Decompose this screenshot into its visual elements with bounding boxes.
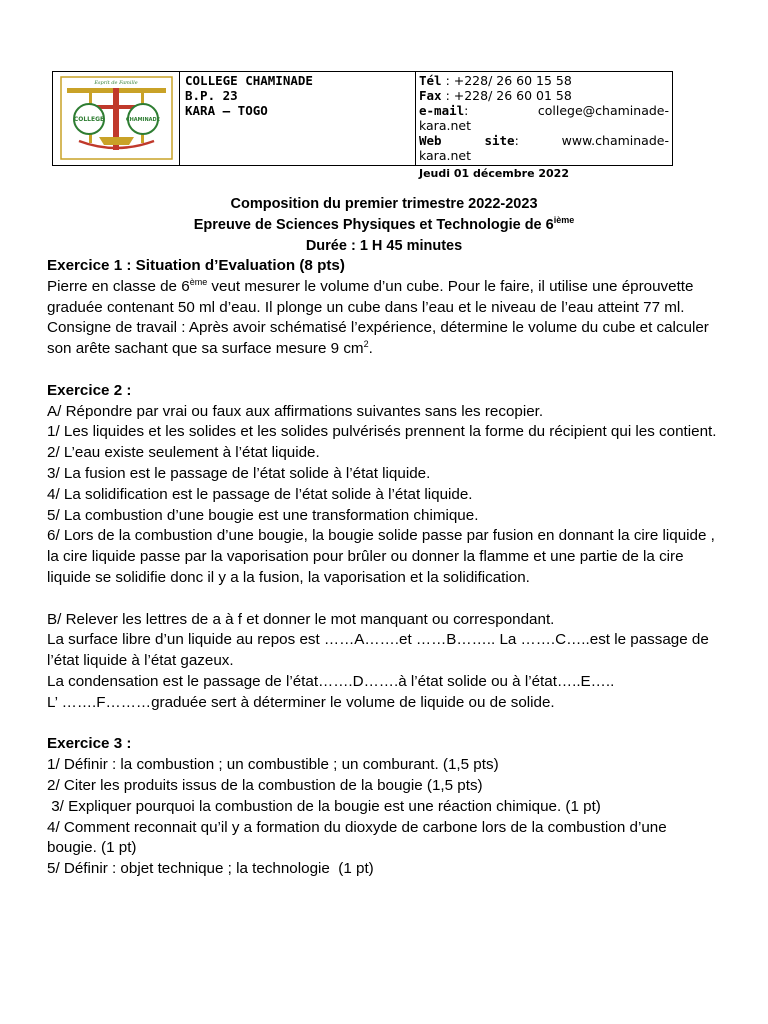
exercise-3-item: 2/ Citer les produits issus de la combustion de la bougie (1,5 pts)	[47, 776, 483, 794]
logo-left-text: COLLEGE	[73, 116, 105, 123]
exercise-2-part-b-line: L’ …….F………graduée sert à déterminer le volume de liquide ou de solide.	[47, 693, 555, 711]
tel-value: : +228/ 26 60 15 58	[445, 73, 572, 88]
title-line-3: Durée : 1 H 45 minutes	[305, 238, 463, 254]
exercise-3-item: 4/ Comment reconnait qu’il y a formation du dioxyde de carbone lors de la combustion d’une bougie. (1 pt)	[47, 818, 667, 857]
exercise-2-title: Exercice 2 :	[47, 381, 132, 399]
logo-motto: Esprit de Famille	[94, 80, 138, 86]
school-info-cell	[180, 72, 416, 165]
tel-line	[419, 73, 669, 88]
school-logo	[59, 75, 174, 161]
fax-label: Fax	[419, 88, 442, 103]
exercise-2-item: 4/ La solidification est le passage de l’état solide à l’état liquide.	[47, 485, 473, 503]
exercise-1-paragraph-1: Pierre en classe de 6ème veut mesurer le volume d’un cube. Pour le faire, il utilise une éprouvette graduée contenant 50 ml d’eau. Il plonge un cube dans l’eau et le niveau de l’eau atteint 77 ml.	[47, 276, 694, 316]
email-label: e-mail	[419, 103, 465, 118]
web-label: Web	[419, 133, 442, 148]
po-box: B.P. 23	[185, 88, 238, 103]
exam-titles	[0, 194, 768, 257]
exam-body	[47, 256, 719, 880]
exercise-2-item: 3/ La fusion est le passage de l’état solide à l’état liquide.	[47, 464, 431, 482]
web-value-cont[interactable]: kara.net	[419, 148, 471, 163]
exam-date: Jeudi 01 décembre 2022	[419, 167, 569, 180]
web-site-label: site	[484, 133, 515, 148]
email-value-cont[interactable]: kara.net	[419, 118, 471, 133]
fax-value: : +228/ 26 60 01 58	[445, 88, 572, 103]
email-value[interactable]: college@chaminade-	[537, 103, 669, 118]
exercise-2-part-b-line: La condensation est le passage de l’état…….D…….à l’état solide ou à l’état…..E…..	[47, 672, 615, 690]
contact-cell	[416, 72, 672, 165]
exercise-2-part-b-line: La surface libre d’un liquide au repos est ……A…….et ……B…….. La …….C…..est le passage de l’état liquide à l’état gazeux.	[47, 631, 709, 670]
city: KARA – TOGO	[185, 103, 268, 118]
exercise-3-item: 1/ Définir : la combustion ; un combustible ; un comburant. (1,5 pts)	[47, 756, 499, 774]
title-line-1: Composition du premier trimestre 2022-2023	[230, 196, 538, 212]
school-name: COLLEGE CHAMINADE	[185, 73, 313, 88]
exercise-2-item: 1/ Les liquides et les solides et les solides pulvérisés prennent la forme du récipient qui les contient.	[47, 423, 717, 441]
web-line: Web site: www.chaminade-	[419, 133, 669, 148]
web-value[interactable]: www.chaminade-	[561, 133, 669, 148]
exercise-2-part-b-intro: B/ Relever les lettres de a à f et donner le mot manquant ou correspondant.	[47, 610, 555, 628]
exercise-3-item: 5/ Définir : objet technique ; la technologie (1 pt)	[47, 860, 374, 878]
exercise-2-item: 6/ Lors de la combustion d’une bougie, la bougie solide passe par fusion en donnant la cire liquide , la cire liquide passe par la vaporisation pour brûler ou donner la flamme et une partie de la cire liquide se solidifie donc il y a la fusion, la vaporisation et la solidification.	[47, 527, 715, 586]
exercise-3-title: Exercice 3 :	[47, 735, 132, 753]
exercise-2-item: 2/ L’eau existe seulement à l’état liquide.	[47, 444, 320, 462]
logo-cell	[53, 72, 180, 165]
exercise-1-paragraph-2: Consigne de travail : Après avoir schématisé l’expérience, détermine le volume du cube et calculer son arête sachant que sa surface mesure 9 $cm^2$.	[47, 319, 709, 358]
header-table	[52, 71, 673, 166]
tel-label: Tél	[419, 73, 442, 88]
exercise-2-part-a-intro: A/ Répondre par vrai ou faux aux affirmations suivantes sans les recopier.	[47, 402, 544, 420]
exercise-2-item: 5/ La combustion d’une bougie est une transformation chimique.	[47, 506, 479, 524]
title-line-2: Epreuve de Sciences Physiques et Technologie de 6ième	[193, 215, 575, 233]
exercise-1-title: Exercice 1 : Situation d’Evaluation (8 pts)	[47, 257, 345, 274]
email-line: e-mail: college@chaminade-	[419, 103, 669, 118]
fax-line	[419, 88, 669, 103]
logo-right-text: CHAMINADE	[125, 117, 161, 123]
exercise-3-item: 3/ Expliquer pourquoi la combustion de la bougie est une réaction chimique. (1 pt)	[47, 797, 601, 815]
